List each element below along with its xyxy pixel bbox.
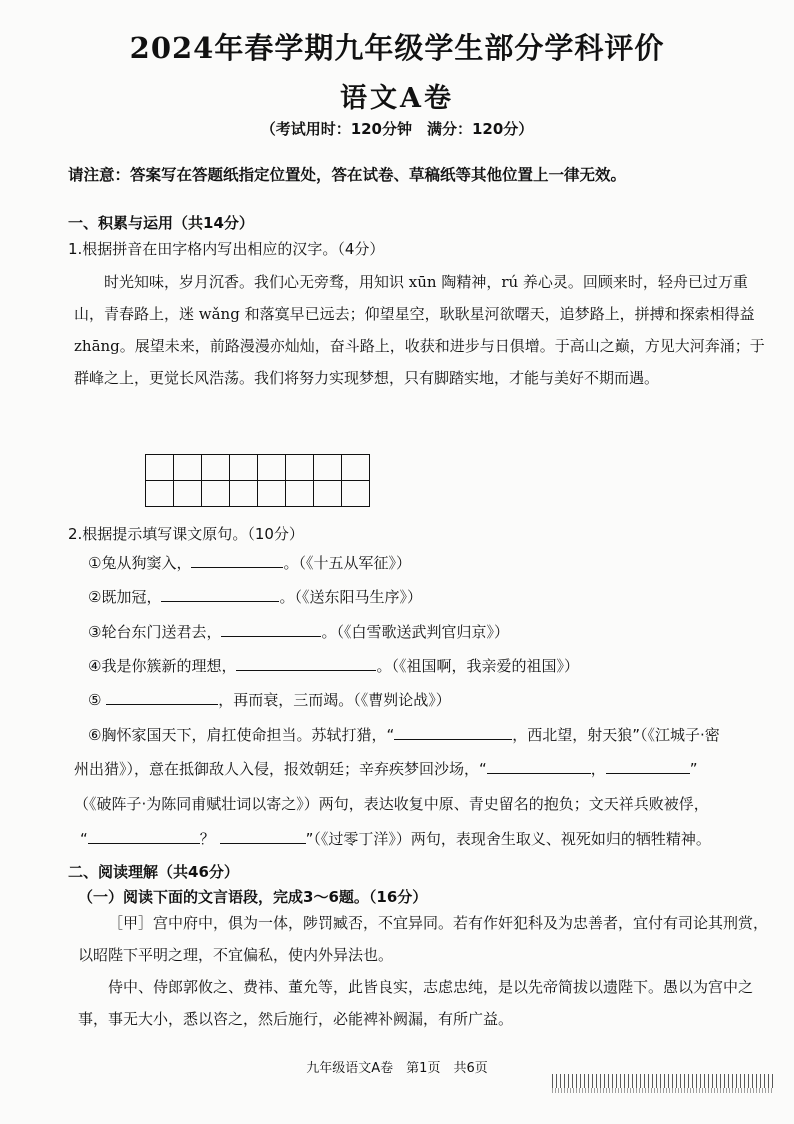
grid-cell[interactable] (202, 481, 230, 507)
grid-cell[interactable] (342, 455, 370, 481)
answer-blank[interactable] (220, 829, 306, 844)
grid-cell[interactable] (174, 481, 202, 507)
answer-blank[interactable] (487, 759, 591, 774)
page-footer: 九年级语文A卷 第1页 共6页 (306, 1061, 488, 1076)
q1-passage (74, 266, 774, 394)
fill-item-4 (88, 655, 579, 676)
fill-item-2-before: ②既加冠， (88, 588, 162, 606)
q1-passage-text: 时光知味，岁月沉香。我们心无旁骛，用知识 xūn 陶精神，rú 养心灵。回顾来时，轻舟已过万重山，青春路上，迷 wǎng 和落寞早已远去；仰望星空，耿耿星河欲曙天，追梦路上，拼搏和探索相得益 zhāng。展望未来，前路漫漫亦灿灿，奋斗路上，收获和进步与日俱增。于高山之巅，方见大河奔涌；于群峰之上，更觉长风浩荡。我们将努力实现梦想，只有脚踏实地，才能与美好不期而遇。 (74, 273, 765, 387)
fill-item-5-before: ⑤ (88, 691, 102, 709)
answer-blank[interactable] (161, 587, 279, 602)
fill-item-4-after: 。（《祖国啊，我亲爱的祖国》） (376, 657, 579, 675)
item6-text-a: ⑥胸怀家国天下，肩扛使命担当。苏轼打猎，“ (88, 726, 395, 744)
item6-text-f: （《破阵子·为陈同甫赋壮词以寄之》）两句，表达收复中原、青史留名的抱负；文天祥兵败被俘， (74, 795, 709, 813)
grid-cell[interactable] (342, 481, 370, 507)
fill-item-6-line3 (74, 793, 709, 814)
item6-text-d: ， (590, 760, 606, 778)
answer-blank[interactable] (394, 725, 512, 740)
section2-title: 二、阅读理解（共46分） (68, 863, 239, 881)
answer-blank[interactable] (191, 553, 283, 568)
fill-item-1 (88, 552, 411, 573)
grid-cell[interactable] (258, 455, 286, 481)
fill-item-2-after: 。（《送东阳马生序》） (279, 588, 422, 606)
scan-ruler-mark (552, 1074, 774, 1088)
fill-item-5-after: ，再而衰，三而竭。（《曹刿论战》） (218, 691, 451, 709)
passage-jia-para1: ［甲］宫中府中，俱为一体，陟罚臧否，不宜异同。若有作奸犯科及为忠善者，宜付有司论其刑赏，以昭陛下平明之理，不宜偏私，使内外异法也。 (78, 914, 769, 964)
item6-text-g: “ (80, 830, 88, 848)
answer-blank[interactable] (88, 829, 200, 844)
grid-cell[interactable] (230, 455, 258, 481)
grid-cell[interactable] (286, 455, 314, 481)
answer-blank[interactable] (221, 622, 321, 637)
q2-prompt: 2.根据提示填写课文原句。（10分） (68, 525, 304, 543)
fill-item-3-before: ③轮台东门送君去， (88, 623, 222, 641)
item6-text-b: ，西北望，射天狼”（《江城子·密 (512, 726, 720, 744)
item6-text-e: ” (689, 760, 698, 778)
scan-ruler-mark (552, 1088, 774, 1093)
passage-jia-para2: 侍中、侍郎郭攸之、费祎、董允等，此皆良实，志虑忠纯，是以先帝简拔以遗陛下。愚以为宫中之事，事无大小，悉以咨之，然后施行，必能裨补阙漏，有所广益。 (78, 978, 754, 1028)
grid-cell[interactable] (174, 455, 202, 481)
fill-item-2 (88, 586, 422, 607)
grid-cell[interactable] (230, 481, 258, 507)
exam-subtitle: 语文A卷 (340, 83, 454, 114)
fill-item-1-after: 。（《十五从军征》） (283, 554, 411, 572)
exam-meta: （考试用时：120分钟 满分：120分） (260, 120, 534, 138)
fill-item-5 (88, 689, 451, 710)
answer-blank[interactable] (236, 656, 376, 671)
item6-text-c: 州出猎》），意在抵御敌人入侵，报效朝廷；辛弃疾梦回沙场，“ (74, 760, 487, 778)
grid-cell[interactable] (258, 481, 286, 507)
section1-title: 一、积累与运用（共14分） (68, 214, 254, 232)
fill-item-6-line4 (80, 828, 711, 849)
item6-text-i: ”（《过零丁洋》）两句，表现舍生取义、视死如归的牺牲精神。 (305, 830, 711, 848)
tianzige-grid[interactable] (145, 454, 370, 507)
exam-title: 2024年春学期九年级学生部分学科评价 (129, 31, 665, 65)
fill-item-6-line2 (74, 758, 698, 779)
fill-item-3 (88, 621, 509, 642)
grid-cell[interactable] (146, 481, 174, 507)
section2-sub1: （一）阅读下面的文言语段，完成3～6题。（16分） (78, 888, 428, 906)
grid-cell[interactable] (314, 455, 342, 481)
grid-cell[interactable] (146, 455, 174, 481)
grid-cell[interactable] (286, 481, 314, 507)
item6-text-h: ？ (199, 830, 215, 848)
fill-item-1-before: ①兔从狗窦入， (88, 554, 192, 572)
notice: 请注意：答案写在答题纸指定位置处，答在试卷、草稿纸等其他位置上一律无效。 (68, 166, 627, 184)
fill-item-3-after: 。（《白雪歌送武判官归京》） (321, 623, 509, 641)
fill-item-4-before: ④我是你簇新的理想， (88, 657, 237, 675)
grid-cell[interactable] (314, 481, 342, 507)
q1-prompt: 1.根据拼音在田字格内写出相应的汉字。（4分） (68, 240, 385, 258)
fill-item-6-line1 (88, 724, 720, 745)
answer-blank[interactable] (606, 759, 690, 774)
grid-cell[interactable] (202, 455, 230, 481)
answer-blank[interactable] (106, 690, 218, 705)
passage-jia (78, 907, 772, 1035)
